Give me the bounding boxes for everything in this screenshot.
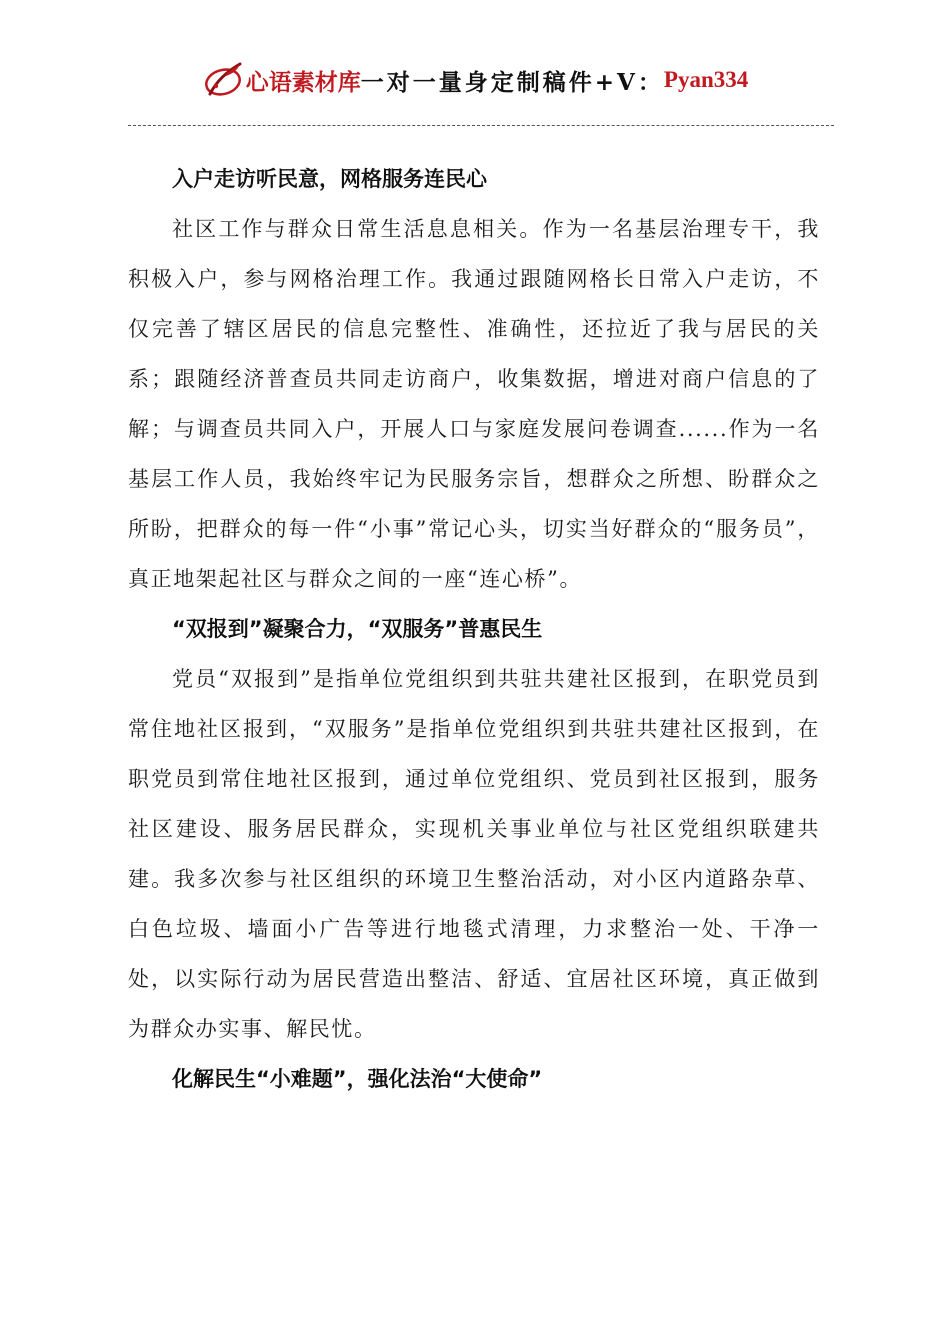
section-paragraph: 社区工作与群众日常生活息息相关。作为一名基层治理专干，我积极入户，参与网格治理工作。我通过跟随网格长日常入户走访，不仅完善了辖区居民的信息完整性、准确性，还拉近了我与居民的关系；跟随经济普查员共同走访商户，收集数据，增进对商户信息的了解；与调查员共同入户，开展人口与家庭发展问卷调查......作为一名基层工作人员，我始终牢记为民服务宗旨，想群众之所想、盼群众之所盼，把群众的每一件“小事”常记心头，切实当好群众的“服务员”，真正地架起社区与群众之间的一座“连心桥”。 [128, 217, 820, 591]
feather-swirl-icon [202, 60, 246, 100]
section-heading: 入户走访听民意，网格服务连民心 [172, 167, 487, 191]
section-paragraph: 党员“双报到”是指单位党组织到共驻共建社区报到，在职党员到常住地社区报到，“双服务”是指单位党组织到共驻共建社区报到，在职党员到常住地社区报到，通过单位党组织、党员到社区报到，服务社区建设、服务居民群众，实现机关事业单位与社区党组织联建共建。我多次参与社区组织的环境卫生整治活动，对小区内道路杂草、白色垃圾、墙面小广告等进行地毯式清理，力求整治一处、干净一处，以实际行动为居民营造出整洁、舒适、宜居社区环境，真正做到为群众办实事、解民忧。 [128, 667, 820, 1041]
page-header [0, 58, 950, 102]
section-heading: 化解民生“小难题”，强化法治“大使命” [172, 1067, 543, 1091]
contact-id: Pyan334 [663, 67, 749, 92]
section-heading: “双报到”凝聚合力，“双服务”普惠民生 [172, 617, 543, 641]
header-slogan: 一对一量身定制稿件+V： [360, 68, 664, 96]
document-body [128, 154, 820, 1104]
brand-name: 心语素材库 [245, 68, 361, 96]
header-banner [202, 60, 748, 100]
header-divider [128, 125, 834, 126]
